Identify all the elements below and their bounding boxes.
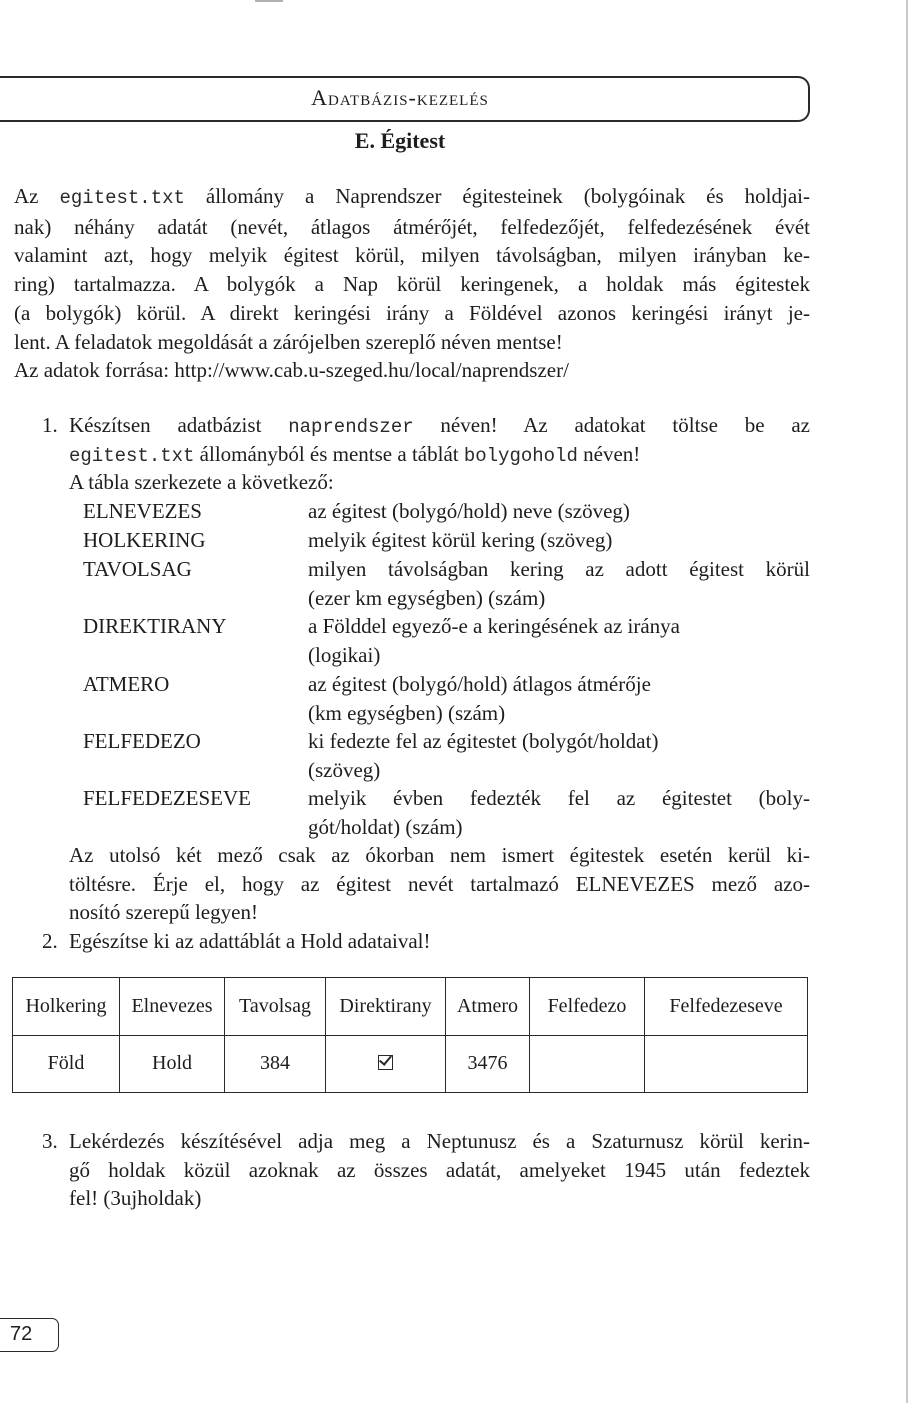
table-cell: Föld <box>13 1035 120 1093</box>
section-title: Adatbázis-kezelés <box>311 85 489 110</box>
table-row <box>13 1035 808 1093</box>
intro-paragraph <box>14 182 810 385</box>
task-1-line: Készítsen adatbázist naprendszer néven! Az adatokat töltse be az <box>69 413 810 438</box>
table-header: Felfedezeseve <box>645 978 808 1036</box>
table-header: Tavolsag <box>225 978 326 1036</box>
intro-line: Az egitest.txt állomány a Naprendszer égitesteinek (bolygóinak és holdjai- <box>14 184 810 209</box>
field-description: melyik égitest körül kering (szöveg) <box>308 528 613 552</box>
intro-line: lent. A feladatok megoldását a zárójelben szereplő néven mentse! <box>14 329 563 354</box>
table-cell <box>645 1035 808 1093</box>
task-1-body <box>69 411 810 497</box>
scan-edge-top <box>255 0 283 2</box>
field-description: a Földdel egyező-e a keringésének az iránya (logikai) <box>308 614 680 667</box>
task-1-line: egitest.txt állományból és mentse a táblát bolygohold néven! <box>69 441 641 467</box>
field-name: FELFEDEZESEVE <box>83 786 251 810</box>
file-name: egitest.txt <box>59 187 185 209</box>
field-name: ELNEVEZES <box>83 499 202 523</box>
field-name: FELFEDEZO <box>83 729 201 753</box>
table-header: Atmero <box>446 978 530 1036</box>
page-number: 72 <box>10 1323 33 1345</box>
table-header: Elnevezes <box>120 978 225 1036</box>
field-name: HOLKERING <box>83 528 206 552</box>
table-name: bolygohold <box>463 444 578 467</box>
table-cell <box>326 1035 446 1093</box>
table-cell: Hold <box>120 1035 225 1093</box>
task-1-line: A tábla szerkezete a következő: <box>69 470 334 495</box>
table-cell: 384 <box>225 1035 326 1093</box>
scan-edge-right <box>906 0 908 1403</box>
file-name: egitest.txt <box>69 444 195 467</box>
table-header: Holkering <box>13 978 120 1036</box>
intro-line: Az adatok forrása: http://www.cab.u-szeged.hu/local/naprendszer/ <box>14 358 569 383</box>
field-name: DIREKTIRANY <box>83 614 227 638</box>
task-number: 1. <box>42 413 58 437</box>
table-header: Felfedezo <box>530 978 645 1036</box>
page-subtitle: E. Égitest <box>354 128 446 153</box>
intro-line: nak) néhány adatát (nevét, átlagos átmérőjét, felfedezőjét, felfedezésének évét <box>14 214 810 239</box>
task-number: 3. <box>42 1129 58 1153</box>
field-description: ki fedezte fel az égitestet (bolygót/holdat) (szöveg) <box>308 729 659 782</box>
field-description: az égitest (bolygó/hold) neve (szöveg) <box>308 499 630 523</box>
table-cell: 3476 <box>446 1035 530 1093</box>
table-header-row <box>13 978 808 1036</box>
task-number: 2. <box>42 929 58 953</box>
field-description: melyik évben fedezték fel az égitestet (boly- gót/holdat) (szám) <box>308 786 810 839</box>
task-2-body: Egészítse ki az adattáblát a Hold adataival! <box>69 929 431 953</box>
intro-line: ring) tartalmazza. A bolygók a Nap körül keringenek, a holdak más égitestek <box>14 272 810 297</box>
field-description: az égitest (bolygó/hold) átlagos átmérője (km egységben) (szám) <box>308 672 651 725</box>
table-cell <box>530 1035 645 1093</box>
intro-line: (a bolygók) körül. A direkt keringési irány a Földével azonos keringési irányt je- <box>14 300 810 325</box>
checked-checkbox-icon <box>378 1055 393 1070</box>
task-3-body: Lekérdezés készítésével adja meg a Neptunusz és a Szaturnusz körül kerin- gő holdak közül azoknak az összes adatát, amelyeket 1945 után fedeztek fel! (3ujholdak) <box>69 1129 810 1211</box>
task-1-closing: Az utolsó két mező csak az ókorban nem ismert égitestek esetén kerül ki- töltésre. Érje el, hogy az égitest nevét tartalmazó ELNEVEZES mező azo- nosító szerepű legyen! <box>69 843 810 925</box>
database-name: naprendszer <box>288 416 414 438</box>
data-table <box>12 977 808 1093</box>
field-description: milyen távolságban kering az adott égitest körül (ezer km egységben) (szám) <box>308 557 810 610</box>
table-header: Direktirany <box>326 978 446 1036</box>
field-name: ATMERO <box>83 672 170 696</box>
field-name: TAVOLSAG <box>83 557 192 581</box>
intro-line: valamint azt, hogy melyik égitest körül, milyen távolságban, milyen irányban ke- <box>14 243 810 268</box>
